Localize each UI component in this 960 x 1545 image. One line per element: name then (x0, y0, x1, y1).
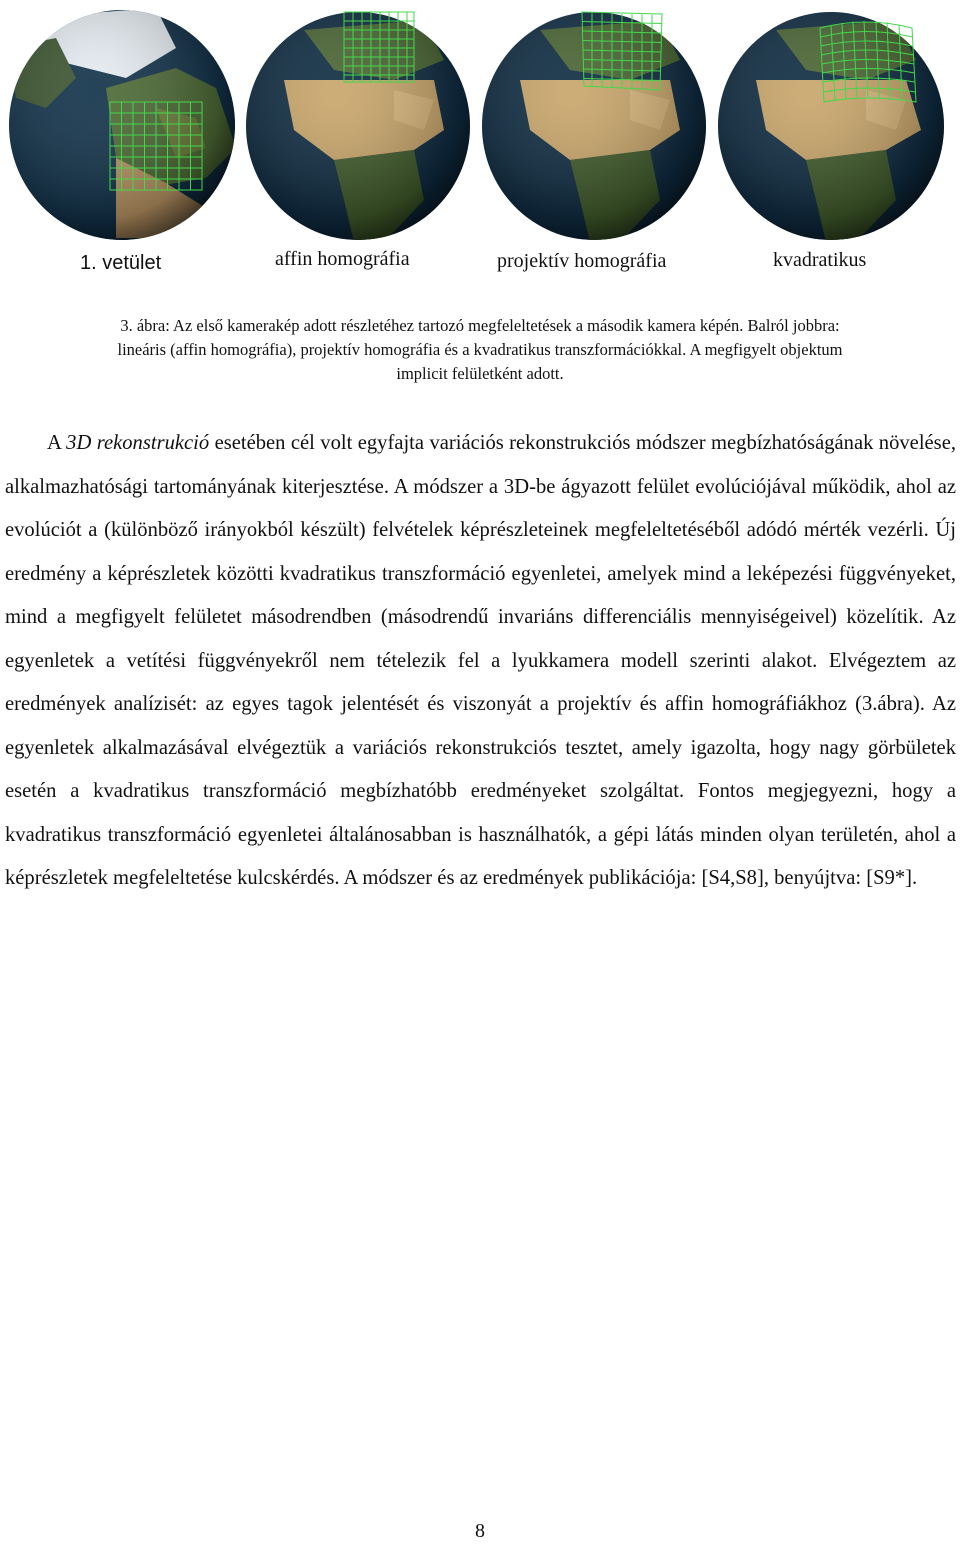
italic-term: 3D rekonstrukció (66, 432, 210, 454)
panel-label-2: affin homográfia (275, 248, 410, 270)
globe-image-1 (6, 8, 238, 243)
caption-line-3: implicit felületként adott. (396, 364, 564, 383)
caption-line-1: 3. ábra: Az első kamerakép adott részletéhez tartozó megfeleltetések a második kamera képén. Balról jobbra: (120, 316, 840, 335)
globe-image-3 (480, 10, 708, 242)
figure-globes (0, 0, 960, 274)
paragraph-lead: A (47, 432, 67, 454)
panel-label-4: kvadratikus (773, 249, 867, 271)
globe-image-4 (716, 10, 946, 242)
panel-label-1: 1. vetület (80, 252, 162, 274)
figure-caption (10, 314, 950, 386)
page-number: 8 (475, 1520, 485, 1542)
caption-line-2: lineáris (affin homográfia), projektív homográfia és a kvadratikus transzformációkkal. A megfigyelt objektum (117, 340, 843, 359)
body-paragraph (5, 422, 956, 901)
panel-label-3: projektív homográfia (497, 250, 667, 272)
globe-image-2 (244, 10, 472, 242)
paragraph-rest: esetében cél volt egyfajta variációs rekonstrukciós módszer megbízhatóságának növelése, alkalmazhatósági tartományának kiterjesztése. A módszer a 3D-be ágyazott felület evolúciójával működik, ahol az evolúciót a (különböző irányokból készült) felvételek képrészleteinek megfeleltetéséből adódó mérték vezérli. Új eredmény a képrészletek közötti kvadratikus transzformáció egyenletei, amelyek mind a leképezési függvényeket, mind a megfigyelt felületet másodrendben (másodrendű invariáns differenciális mennyiségeivel) közelítik. Az egyenletek a vetítési függvényekről nem tételezik fel a lyukkamera modell szerinti alakot. Elvégeztem az eredmények analízisét: az egyes tagok jelentését és viszonyát a projektív és affin homográfiákhoz (3.ábra). Az egyenletek alkalmazásával elvégeztük a variációs rekonstrukciós tesztet, amely igazolta, hogy nagy görbületek esetén a kvadratikus transzformáció megbízhatóbb eredményeket szolgáltat. Fontos megjegyezni, hogy a kvadratikus transzformáció egyenletei általánosabban is használhatók, a gépi látás minden olyan területén, ahol a képrészletek megfeleltetése kulcskérdés. A módszer és az eredmények publikációja: [S4,S8], benyújtva: [S9*]. (5, 432, 956, 889)
